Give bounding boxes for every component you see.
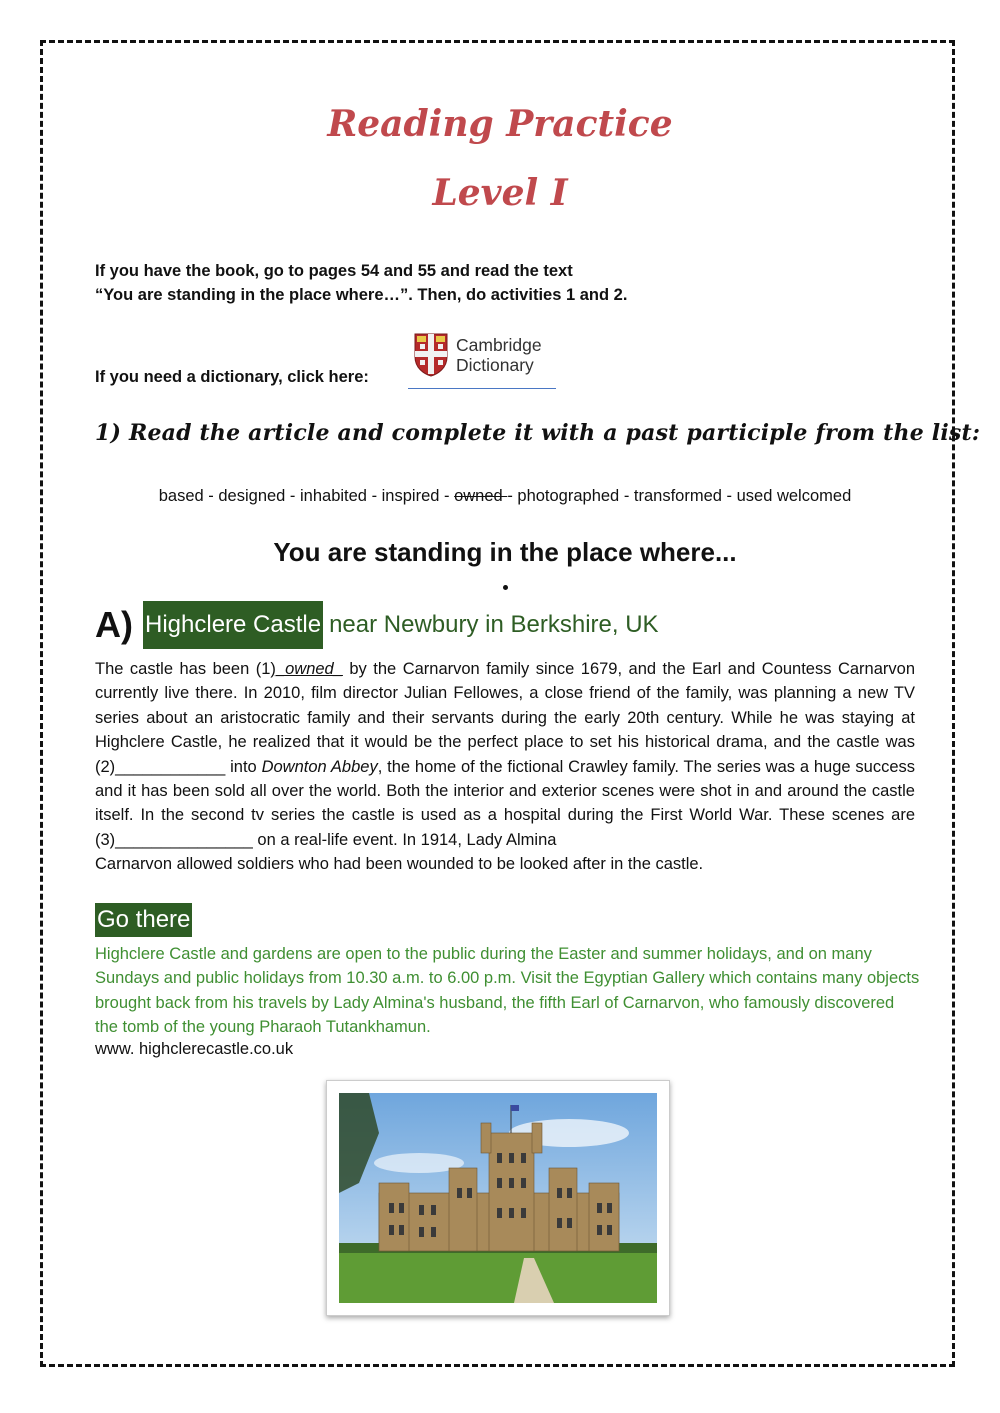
para-part-2: by the Carnarvon family since 1679, and the Earl and Countess Carnarvon currently live there. In 2010, film director Julian Fellowes, a close friend of the family, was planning a new TV series about an aristocratic family and their servants during the early 20th century. While he was staying at Highclere Castle, he realized that it would be the perfect place to set his historical drama, and the castle was (2)____________ into [95,660,915,776]
word-list-before: based - designed - inhabited - inspired - [158,487,455,505]
article-paragraph [95,657,915,877]
instruction-line-2: “You are standing in the place where…”. Then, do activities 1 and 2. [95,286,628,304]
castle-illustration [339,1093,657,1303]
section-a-heading [95,600,659,650]
instruction-line-1: If you have the book, go to pages 54 and 55 and read the text [95,262,573,280]
castle-location: near Newbury in Berkshire, UK [329,611,659,638]
visit-paragraph: Highclere Castle and gardens are open to the public during the Easter and summer holidays, and on many Sundays and public holidays from 10.30 a.m. to 6.00 p.m. Visit the Egyptian Gallery which contains many objects brought back from his travels by Lady Almina's husband, the fifth Earl of Carnarvon, who famously discovered the tomb of the young Pharaoh Tutankhamun. [95,945,920,1037]
go-there-heading: Go there [95,903,192,937]
show-name: Downton Abbey [261,757,378,776]
cambridge-shield-icon [414,333,448,377]
dictionary-label: If you need a dictionary, click here: [95,368,369,386]
website-url: www. highclerecastle.co.uk [95,1040,294,1058]
castle-photo [326,1080,670,1316]
level-title: Level I [432,172,568,214]
brand-line-1: Cambridge [456,335,542,355]
cambridge-dictionary-link[interactable] [408,333,556,389]
para-part-3: , the home of the fictional Crawley family. The series was a huge success and it has been sold all over the world. Both the interior and exterior scenes were shot in and around the castle itself. In the second tv series the castle is used as a hospital during the First World War. These scenes are (3)_______________ on a real-life event. In 1914, Lady Almina [95,757,915,849]
book-instructions [95,259,627,307]
castle-name: Highclere Castle [143,601,323,649]
para-part-4: Carnarvon allowed soldiers who had been wounded to be looked after in the castle. [95,855,704,874]
dictionary-brand [456,335,542,375]
para-part-1: The castle has been (1) [95,660,276,678]
answer-blank-1: _owned_ [275,660,343,678]
bullet-dot [503,585,508,590]
section-label: A) [95,604,133,645]
word-list-struck: owned [454,487,508,505]
word-list [0,487,1000,506]
activity-1-heading: 1) Read the article and complete it with a past participle from the list: [95,420,981,446]
page-title: Reading Practice [327,103,673,145]
word-list-after: - photographed - transformed - used welcomed [507,487,852,505]
article-title: You are standing in the place where... [273,537,737,567]
brand-line-2: Dictionary [456,355,534,375]
